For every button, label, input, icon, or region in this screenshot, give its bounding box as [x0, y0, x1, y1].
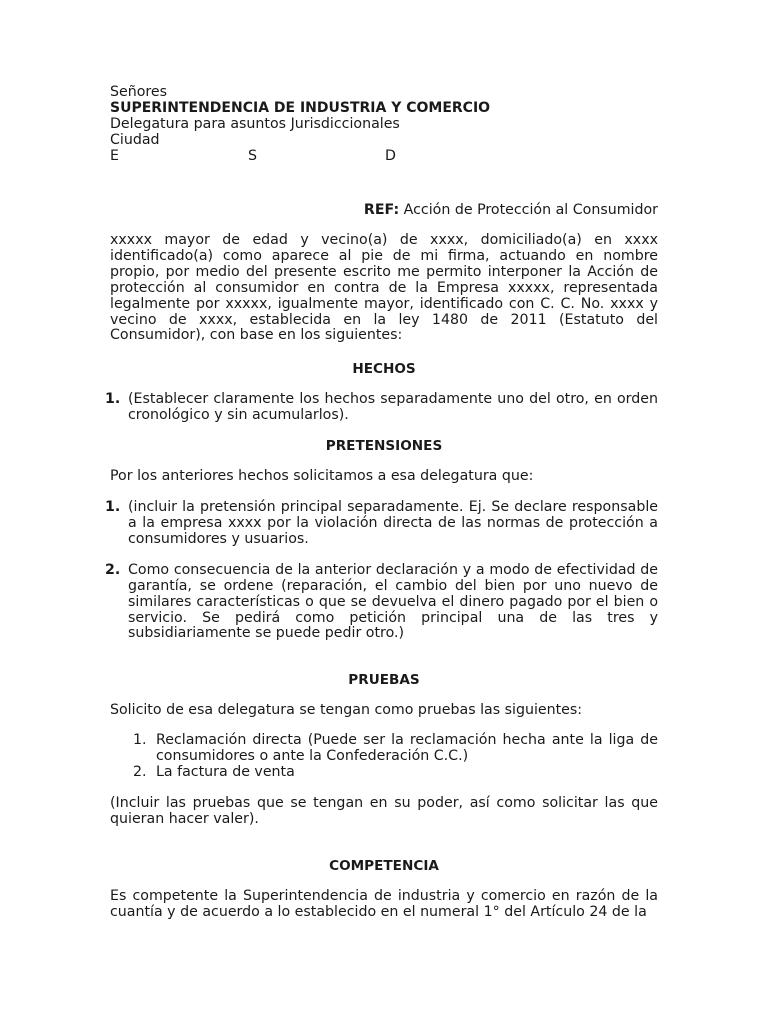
pruebas-intro: Solicito de esa delegatura se tengan como pruebas las siguientes:: [110, 702, 583, 719]
list-item: 2. Como consecuencia de la anterior declaración y a modo de efectividad de garantía, se ordene (reparación, el cambio del bien por uno nuevo de similares características o que se devuelva el dinero pagado por el bien o servicio. Se pedirá como petición principal una de las tres y subsidiariamente se puede pedir otro.): [105, 561, 658, 642]
document-page: [105, 84, 658, 921]
list-item: 1. (Establecer claramente los hechos separadamente uno del otro, en orden cronológico y sin acumularlos).: [105, 391, 658, 424]
department: Delegatura para asuntos Jurisdiccionales: [110, 116, 400, 132]
list-item: 1. (incluir la pretensión principal separadamente. Ej. Se declare responsable a la empresa xxxx por la violación directa de las normas de protección a consumidores y usuarios.: [105, 499, 658, 547]
heading-pruebas: PRUEBAS: [348, 672, 420, 689]
pretensiones-intro: Por los anteriores hechos solicitamos a esa delegatura que:: [110, 468, 534, 485]
hechos-list: [105, 391, 658, 424]
esd-e: E: [110, 148, 119, 164]
salutation: Señores: [110, 84, 168, 100]
city: Ciudad: [110, 132, 160, 148]
heading-competencia: COMPETENCIA: [329, 857, 439, 874]
pruebas-note: (Incluir las pruebas que se tengan en su poder, así como solicitar las que quieran hacer valer).: [110, 794, 658, 827]
recipient-name: SUPERINTENDENCIA DE INDUSTRIA Y COMERCIO: [110, 100, 491, 116]
competencia-paragraph: Es competente la Superintendencia de industria y comercio en razón de la cuantía y de acuerdo a lo establecido en el numeral 1° del Artículo 24 de la: [110, 887, 658, 920]
pruebas-list: [110, 733, 658, 781]
heading-pretensiones: PRETENSIONES: [325, 438, 443, 455]
list-item: 2. La factura de venta: [133, 764, 295, 781]
intro-paragraph: xxxxx mayor de edad y vecino(a) de xxxx, domiciliado(a) en xxxx identificado(a) como aparece al pie de mi firma, actuando en nombre propio, por medio del presente escrito me permito interponer la Acción de protección al consumidor en contra de la Empresa xxxxx, representada legalmente por xxxxx, igualmente mayor, identificado con C. C. No. xxxx y vecino de xxxx, establecida en la ley 1480 de 2011 (Estatuto del Consumidor), con base en los siguientes:: [110, 232, 658, 344]
heading-hechos: HECHOS: [352, 361, 416, 378]
ref-label: REF:: [363, 202, 400, 218]
esd-line: [110, 148, 658, 164]
ref-text: Acción de Protección al Consumidor: [403, 202, 658, 218]
esd-s: S: [248, 148, 258, 164]
recipient-block: [110, 84, 658, 164]
esd-d: D: [385, 148, 396, 164]
reference-line: [110, 202, 658, 218]
list-item: 1. Reclamación directa (Puede ser la reclamación hecha ante la liga de consumidores o ante la Confederación C.C.): [133, 732, 658, 765]
pretensiones-list: [105, 499, 658, 642]
